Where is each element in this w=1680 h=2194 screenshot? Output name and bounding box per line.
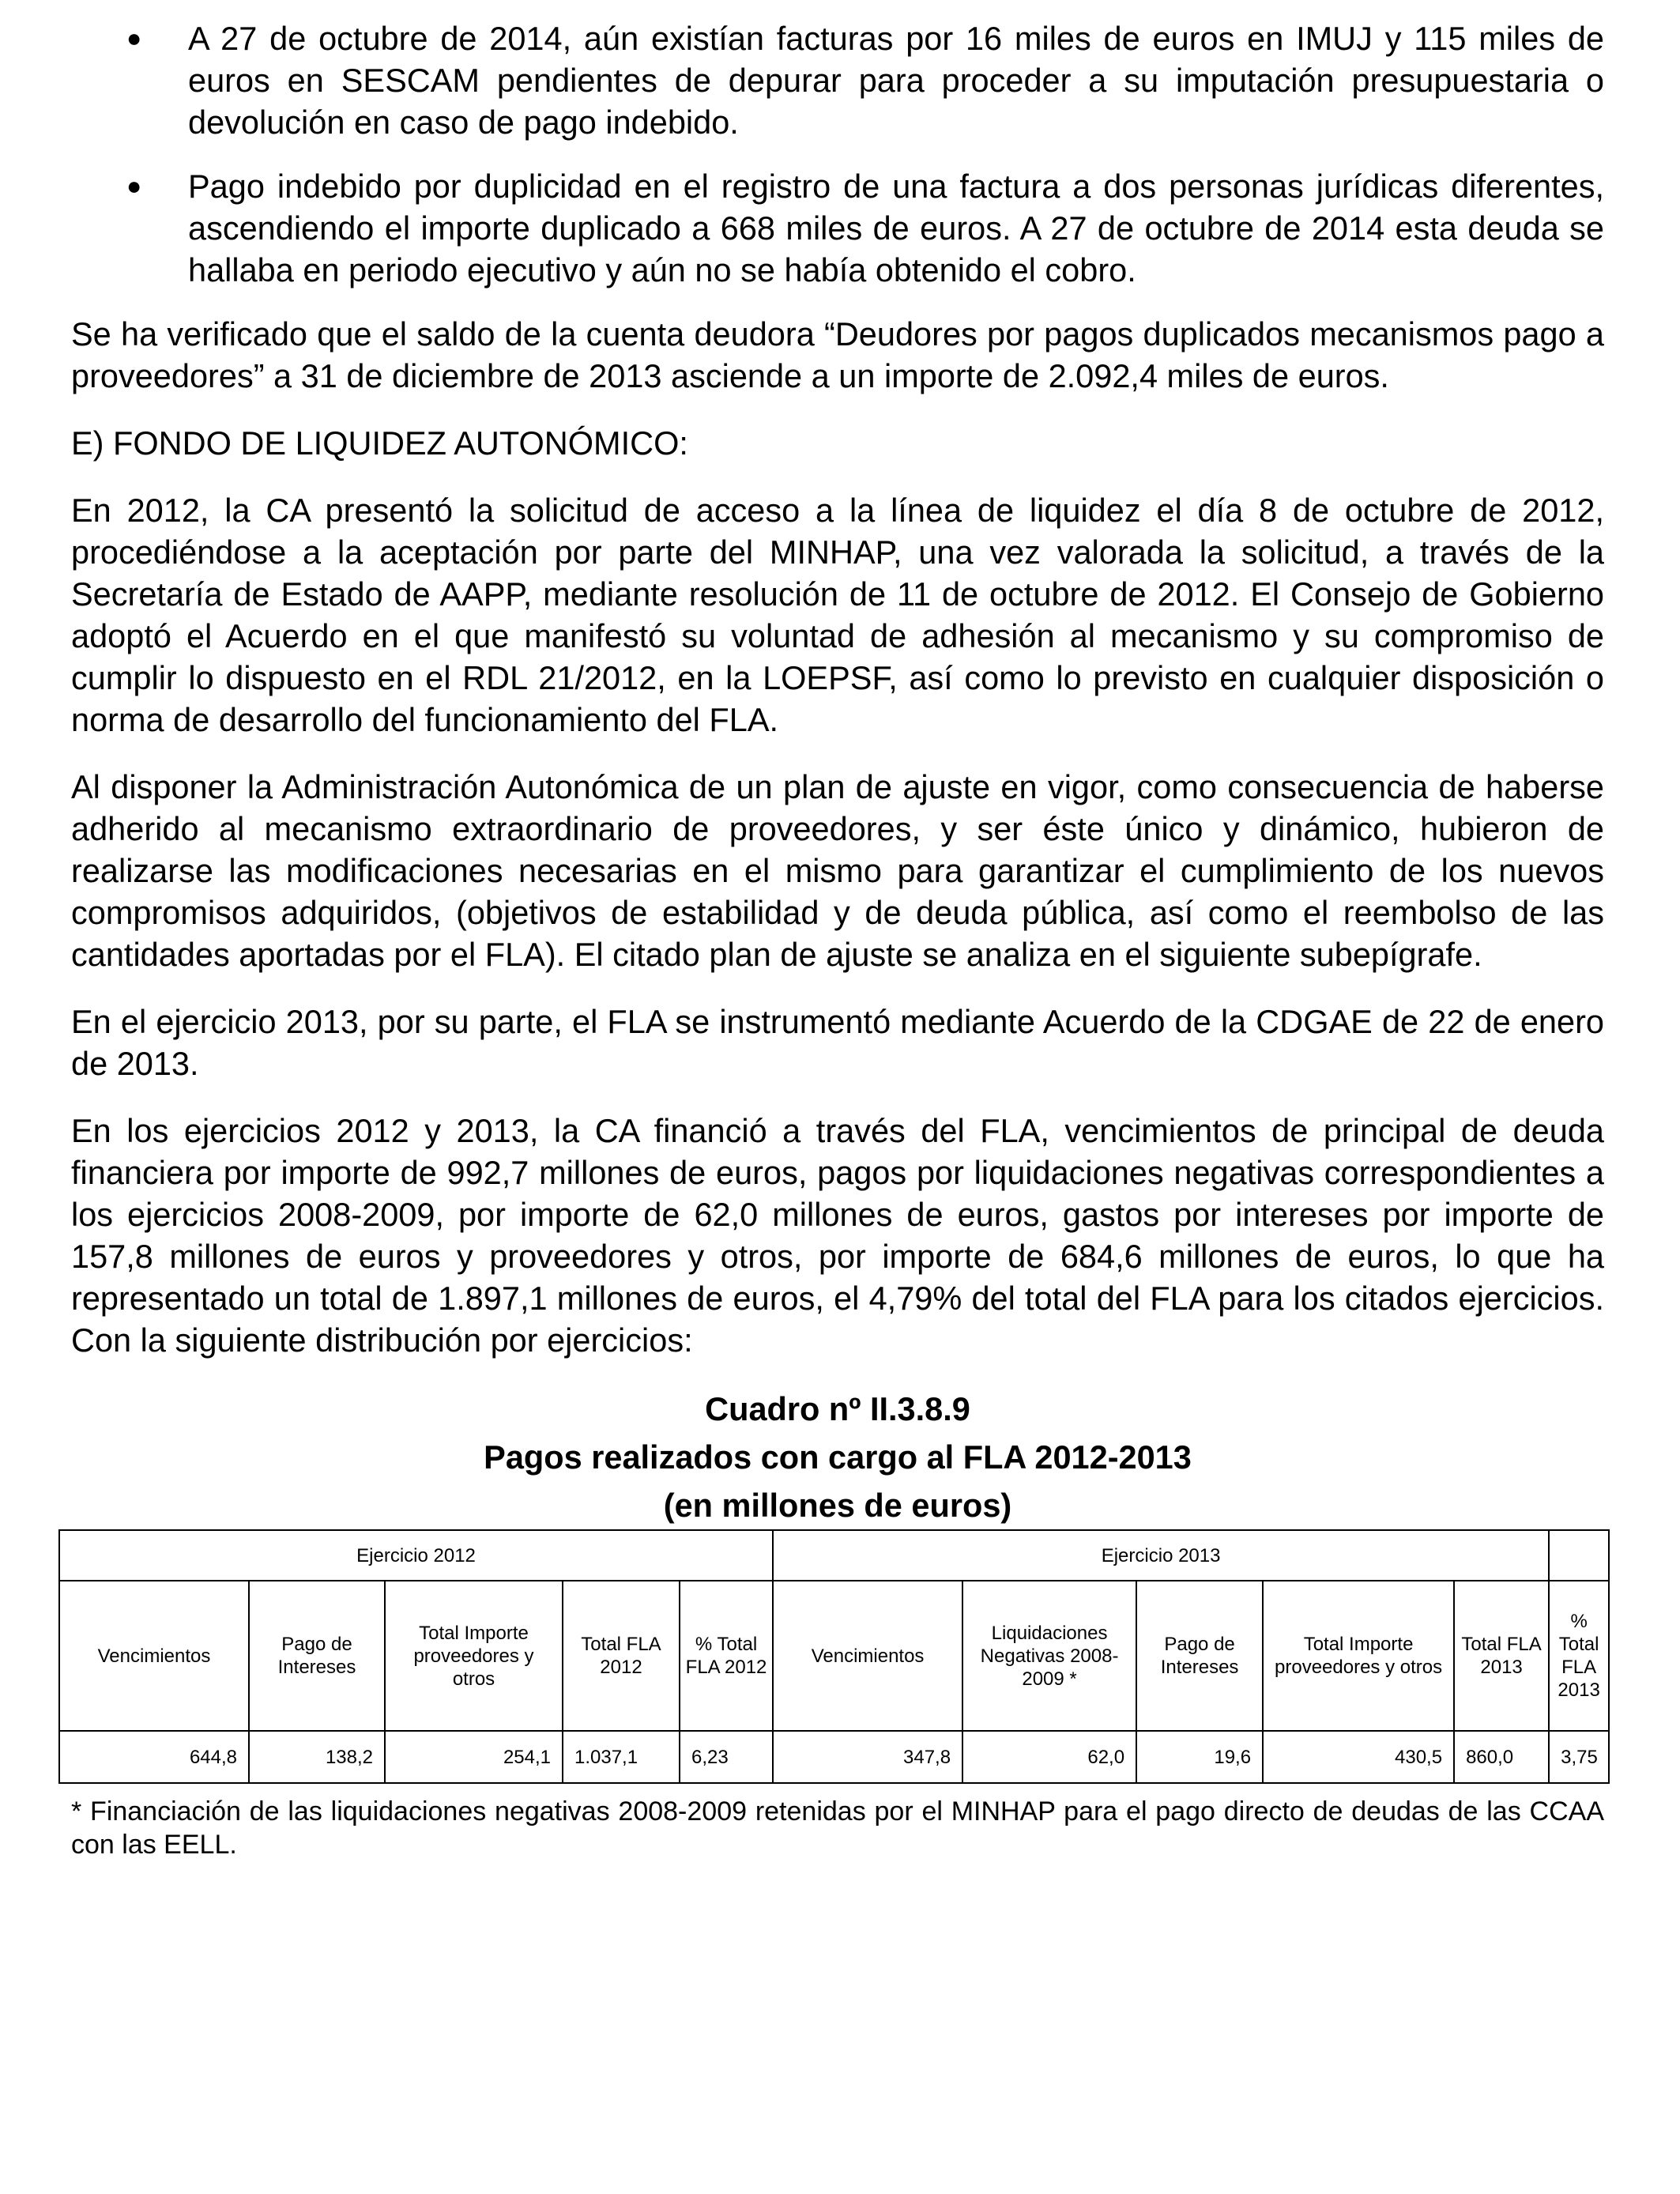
- value-cell: 254,1: [385, 1731, 563, 1783]
- header-cell: Total FLA 2013: [1454, 1581, 1549, 1731]
- header-cell: % Total FLA 2013: [1549, 1581, 1609, 1731]
- paragraph-plan-ajuste: Al disponer la Administración Autonómica de un plan de ajuste en vigor, como consecuencia de haberse adherido al mecanismo extraordinario de proveedores, y ser éste único y dinámico, hubieron de realizarse las modificaciones necesarias en el mismo para garantizar el cumplimiento de los nuevos compromisos adquiridos, (objetivos de estabilidad y de deuda pública, así como el reembolso de las cantidades aportadas por el FLA). El citado plan de ajuste se analiza en el siguiente subepígrafe.: [71, 768, 1604, 973]
- bullet-dot-icon: ●: [126, 24, 142, 52]
- table-footnote: * Financiación de las liquidaciones negativas 2008-2009 retenidas por el MINHAP para el pago directo de deudas de las CCAA con las EELL.: [71, 1796, 1604, 1860]
- table-row: [59, 1731, 1609, 1783]
- bullet-item: [71, 17, 1604, 143]
- header-cell: % Total FLA 2012: [680, 1581, 773, 1731]
- header-cell: Pago de Intereses: [1136, 1581, 1263, 1731]
- section-heading: E) FONDO DE LIQUIDEZ AUTONÓMICO:: [71, 424, 688, 462]
- table-caption: [71, 1385, 1604, 1529]
- header-cell: Total Importe proveedores y otros: [385, 1581, 563, 1731]
- paragraph-saldo: Se ha verificado que el saldo de la cuenta deudora “Deudores por pagos duplicados mecanismos pago a proveedores” a 31 de diciembre de 2013 asciende a un importe de 2.092,4 miles de euros.: [71, 315, 1604, 394]
- bullet-list: [71, 17, 1604, 291]
- value-cell: 19,6: [1136, 1731, 1263, 1783]
- header-cell: Pago de Intereses: [249, 1581, 385, 1731]
- group-header-empty: [1549, 1530, 1609, 1581]
- value-cell: 1.037,1: [563, 1731, 680, 1783]
- table-title: Pagos realizados con cargo al FLA 2012-2013: [484, 1438, 1192, 1476]
- value-cell: 138,2: [249, 1731, 385, 1783]
- table-units: (en millones de euros): [663, 1487, 1012, 1524]
- header-cell: Total FLA 2012: [563, 1581, 680, 1731]
- table-number: Cuadro nº II.3.8.9: [705, 1390, 970, 1427]
- table-group-header-row: [59, 1530, 1609, 1581]
- document-page: [71, 17, 1604, 1888]
- value-cell: 3,75: [1549, 1731, 1609, 1783]
- bullet-item: [71, 165, 1604, 291]
- table-header-row: [59, 1581, 1609, 1731]
- bullet-text: Pago indebido por duplicidad en el registro de una factura a dos personas jurídicas diferentes, ascendiendo el importe duplicado a 668 miles de euros. A 27 de octubre de 2014 esta deuda se hallaba en periodo ejecutivo y aún no se había obtenido el cobro.: [188, 168, 1604, 288]
- bullet-dot-icon: ●: [126, 172, 142, 200]
- group-header-2012: Ejercicio 2012: [59, 1530, 773, 1581]
- paragraph-totales: En los ejercicios 2012 y 2013, la CA financió a través del FLA, vencimientos de principal de deuda financiera por importe de 992,7 millones de euros, pagos por liquidaciones negativas correspondientes a los ejercicios 2008-2009, por importe de 62,0 millones de euros, gastos por intereses por importe de 157,8 millones de euros y proveedores y otros, por importe de 684,6 millones de euros, lo que ha representado un total de 1.897,1 millones de euros, el 4,79% del total del FLA para los citados ejercicios. Con la siguiente distribución por ejercicios:: [71, 1112, 1604, 1359]
- value-cell: 62,0: [962, 1731, 1136, 1783]
- value-cell: 347,8: [773, 1731, 962, 1783]
- header-cell: Liquidaciones Negativas 2008-2009 *: [962, 1581, 1136, 1731]
- value-cell: 644,8: [59, 1731, 249, 1783]
- group-header-2013: Ejercicio 2013: [773, 1530, 1549, 1581]
- header-cell: Vencimientos: [773, 1581, 962, 1731]
- value-cell: 6,23: [680, 1731, 773, 1783]
- paragraph-2013: En el ejercicio 2013, por su parte, el FLA se instrumentó mediante Acuerdo de la CDGAE de 22 de enero de 2013.: [71, 1003, 1604, 1082]
- value-cell: 430,5: [1263, 1731, 1454, 1783]
- header-cell: Vencimientos: [59, 1581, 249, 1731]
- bullet-text: A 27 de octubre de 2014, aún existían facturas por 16 miles de euros en IMUJ y 115 miles de euros en SESCAM pendientes de depurar para proceder a su imputación presupuestaria o devolución en caso de pago indebido.: [188, 20, 1604, 141]
- payments-table: [58, 1529, 1610, 1784]
- value-cell: 860,0: [1454, 1731, 1549, 1783]
- header-cell: Total Importe proveedores y otros: [1263, 1581, 1454, 1731]
- paragraph-2012: En 2012, la CA presentó la solicitud de acceso a la línea de liquidez el día 8 de octubre de 2012, procediéndose a la aceptación por parte del MINHAP, una vez valorada la solicitud, a través de la Secretaría de Estado de AAPP, mediante resolución de 11 de octubre de 2012. El Consejo de Gobierno adoptó el Acuerdo en el que manifestó su voluntad de adhesión al mecanismo y su compromiso de cumplir lo dispuesto en el RDL 21/2012, en la LOEPSF, así como lo previsto en cualquier disposición o norma de desarrollo del funcionamiento del FLA.: [71, 492, 1604, 738]
